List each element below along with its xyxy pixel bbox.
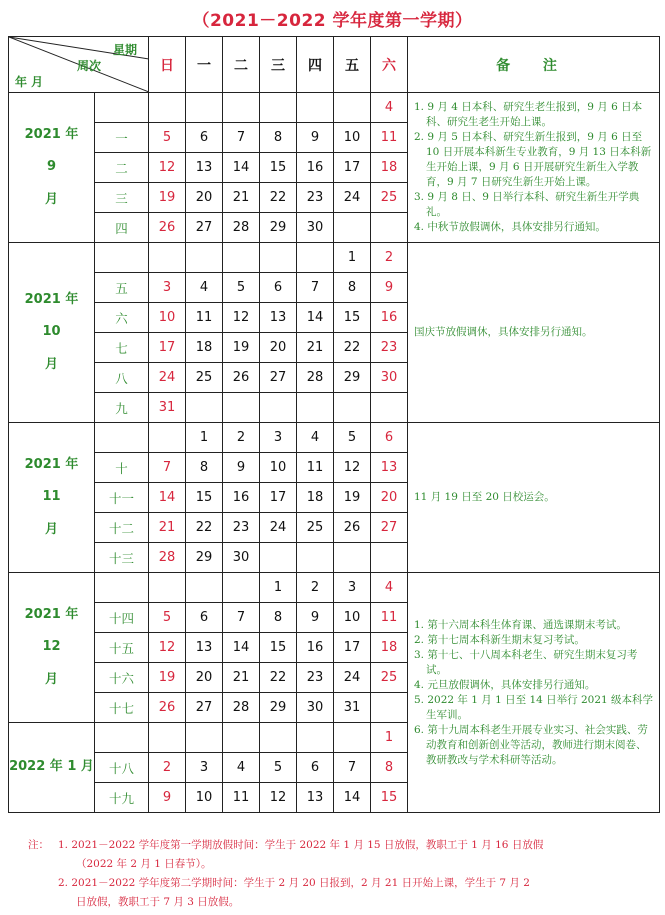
day-cell — [186, 573, 223, 603]
week-row — [9, 93, 660, 123]
day-cell: 10 — [334, 603, 371, 633]
note-item: 1. 9 月 4 日本科、研究生老生报到，9 月 6 日本科、研究生老生开始上课。 — [414, 101, 643, 128]
day-cell: 29 — [260, 693, 297, 723]
note-item: 国庆节放假调休，具体安排另行通知。 — [414, 326, 593, 338]
day-cell: 23 — [297, 183, 334, 213]
day-cell: 3 — [149, 273, 186, 303]
day-cell — [186, 93, 223, 123]
day-cell: 5 — [149, 123, 186, 153]
day-cell: 5 — [149, 603, 186, 633]
day-cell — [149, 243, 186, 273]
day-cell: 21 — [223, 663, 260, 693]
remark-header-label: 备 注 — [496, 57, 571, 74]
day-cell: 1 — [186, 423, 223, 453]
week-number — [95, 243, 149, 273]
day-cell — [223, 573, 260, 603]
day-cell: 26 — [223, 363, 260, 393]
weekday-header — [223, 37, 260, 93]
day-cell: 25 — [186, 363, 223, 393]
day-cell: 1 — [260, 573, 297, 603]
weekday-header-label: 三 — [271, 57, 285, 74]
month-cell — [9, 93, 95, 243]
week-number: 十九 — [95, 783, 149, 813]
day-cell: 26 — [334, 513, 371, 543]
day-cell: 26 — [149, 693, 186, 723]
header-row — [9, 37, 660, 93]
day-cell: 16 — [297, 153, 334, 183]
page-title: （2021－2022 学年度第一学期） — [192, 11, 473, 31]
corner-week-label: 周次 — [77, 59, 102, 73]
day-cell: 7 — [223, 123, 260, 153]
day-cell: 11 — [223, 783, 260, 813]
day-cell: 8 — [260, 123, 297, 153]
day-cell: 21 — [223, 183, 260, 213]
day-cell: 10 — [260, 453, 297, 483]
day-cell: 9 — [371, 273, 408, 303]
weekday-header — [334, 37, 371, 93]
day-cell — [260, 243, 297, 273]
day-cell: 5 — [334, 423, 371, 453]
day-cell — [223, 243, 260, 273]
day-cell: 10 — [149, 303, 186, 333]
month-year: 2021 年 — [24, 457, 79, 473]
day-cell: 6 — [260, 273, 297, 303]
footer-note-1-cont: （2022 年 2 月 1 日春节）。 — [76, 858, 212, 870]
day-cell — [371, 393, 408, 423]
day-cell: 18 — [371, 633, 408, 663]
day-cell: 15 — [260, 153, 297, 183]
day-cell — [149, 723, 186, 753]
day-cell: 4 — [223, 753, 260, 783]
day-cell: 19 — [149, 663, 186, 693]
day-cell: 1 — [371, 723, 408, 753]
day-cell — [334, 213, 371, 243]
week-number: 七 — [95, 333, 149, 363]
day-cell: 27 — [186, 693, 223, 723]
day-cell: 18 — [297, 483, 334, 513]
day-cell: 21 — [149, 513, 186, 543]
day-cell: 28 — [223, 693, 260, 723]
month-label: 2022 年 1 月 — [9, 759, 94, 775]
day-cell — [260, 393, 297, 423]
day-cell: 24 — [334, 663, 371, 693]
footer-note-1: 1. 2021－2022 学年度第一学期放假时间：学生于 2022 年 1 月 15 日放假，教职工于 1 月 16 日放假 — [58, 839, 544, 851]
week-number: 二 — [95, 153, 149, 183]
notes-cell — [408, 573, 660, 813]
day-cell: 9 — [297, 603, 334, 633]
week-number: 十三 — [95, 543, 149, 573]
day-cell: 30 — [297, 693, 334, 723]
day-cell — [371, 693, 408, 723]
day-cell: 29 — [334, 363, 371, 393]
day-cell: 30 — [223, 543, 260, 573]
day-cell: 15 — [260, 633, 297, 663]
day-cell: 13 — [260, 303, 297, 333]
week-number: 十 — [95, 453, 149, 483]
month-cell — [9, 723, 95, 813]
day-cell: 25 — [371, 183, 408, 213]
day-cell: 4 — [297, 423, 334, 453]
day-cell: 11 — [297, 453, 334, 483]
weekday-header-label: 二 — [234, 57, 248, 74]
day-cell: 25 — [371, 663, 408, 693]
month-year: 2021 年 — [24, 607, 79, 623]
month-year: 2021 年 — [24, 127, 79, 143]
month-number: 9 — [46, 159, 57, 175]
month-unit: 月 — [44, 521, 58, 537]
day-cell: 3 — [260, 423, 297, 453]
day-cell: 2 — [297, 573, 334, 603]
day-cell: 15 — [371, 783, 408, 813]
day-cell — [297, 543, 334, 573]
day-cell: 8 — [371, 753, 408, 783]
day-cell: 12 — [223, 303, 260, 333]
day-cell: 14 — [149, 483, 186, 513]
day-cell: 17 — [334, 633, 371, 663]
corner-weekday-label: 星期 — [113, 43, 138, 57]
note-item: 2. 第十七周本科新生期末复习考试。 — [414, 633, 585, 646]
week-row — [9, 243, 660, 273]
day-cell — [149, 423, 186, 453]
month-year: 2021 年 — [24, 292, 79, 308]
day-cell: 13 — [371, 453, 408, 483]
month-number: 10 — [42, 324, 61, 340]
day-cell: 20 — [186, 663, 223, 693]
corner-header — [9, 37, 149, 93]
day-cell: 26 — [149, 213, 186, 243]
day-cell: 14 — [223, 633, 260, 663]
day-cell: 13 — [186, 153, 223, 183]
day-cell — [260, 543, 297, 573]
day-cell: 16 — [371, 303, 408, 333]
day-cell: 25 — [297, 513, 334, 543]
day-cell: 16 — [297, 633, 334, 663]
day-cell: 9 — [223, 453, 260, 483]
month-unit: 月 — [44, 191, 58, 207]
day-cell: 27 — [260, 363, 297, 393]
day-cell: 23 — [371, 333, 408, 363]
week-row — [9, 423, 660, 453]
note-item: 5. 2022 年 1 月 1 日至 14 日举行 2021 级本科学生军训。 — [414, 693, 654, 721]
weekday-header — [186, 37, 223, 93]
day-cell: 20 — [371, 483, 408, 513]
note-item: 6. 第十九周本科老生开展专业实习、社会实践、劳动教育和创新创业等活动，教师进行期末阅卷、教研教改与学术科研等活动。 — [414, 723, 648, 766]
day-cell: 14 — [223, 153, 260, 183]
day-cell: 23 — [223, 513, 260, 543]
day-cell — [186, 243, 223, 273]
note-item: 3. 9 月 8 日、9 日举行本科、研究生新生开学典礼。 — [414, 191, 640, 218]
day-cell — [334, 393, 371, 423]
day-cell: 30 — [297, 213, 334, 243]
month-cell — [9, 573, 95, 723]
month-cell — [9, 423, 95, 573]
day-cell: 8 — [334, 273, 371, 303]
day-cell: 6 — [186, 123, 223, 153]
day-cell: 7 — [223, 603, 260, 633]
month-number: 12 — [42, 639, 61, 655]
day-cell: 28 — [297, 363, 334, 393]
notes-cell — [408, 93, 660, 243]
day-cell: 17 — [334, 153, 371, 183]
day-cell: 31 — [334, 693, 371, 723]
notes-cell — [408, 243, 660, 423]
day-cell: 9 — [149, 783, 186, 813]
month-unit: 月 — [44, 671, 58, 687]
day-cell: 11 — [371, 123, 408, 153]
day-cell — [223, 723, 260, 753]
day-cell: 20 — [260, 333, 297, 363]
month-number: 11 — [42, 489, 61, 505]
day-cell: 15 — [334, 303, 371, 333]
day-cell — [186, 393, 223, 423]
weekday-header — [149, 37, 186, 93]
week-number: 十一 — [95, 483, 149, 513]
day-cell: 6 — [186, 603, 223, 633]
day-cell: 22 — [186, 513, 223, 543]
week-number: 十五 — [95, 633, 149, 663]
week-number: 六 — [95, 303, 149, 333]
day-cell: 22 — [260, 183, 297, 213]
note-item: 11 月 19 日至 20 日校运会。 — [414, 491, 555, 503]
day-cell: 29 — [186, 543, 223, 573]
day-cell: 24 — [149, 363, 186, 393]
week-number: 十二 — [95, 513, 149, 543]
day-cell — [223, 393, 260, 423]
day-cell — [186, 723, 223, 753]
day-cell: 17 — [149, 333, 186, 363]
day-cell: 3 — [186, 753, 223, 783]
week-number — [95, 93, 149, 123]
notes-cell — [408, 423, 660, 573]
weekday-header-label: 五 — [345, 57, 359, 74]
day-cell: 1 — [334, 243, 371, 273]
day-cell: 5 — [223, 273, 260, 303]
day-cell: 27 — [186, 213, 223, 243]
day-cell — [297, 393, 334, 423]
day-cell: 15 — [186, 483, 223, 513]
day-cell: 13 — [297, 783, 334, 813]
footer-lead: 注： — [28, 839, 49, 851]
day-cell: 23 — [297, 663, 334, 693]
week-number: 九 — [95, 393, 149, 423]
week-number: 一 — [95, 123, 149, 153]
day-cell: 8 — [186, 453, 223, 483]
day-cell: 3 — [334, 573, 371, 603]
day-cell — [371, 213, 408, 243]
day-cell: 7 — [334, 753, 371, 783]
note-item: 4. 中秋节放假调休，具体安排另行通知。 — [414, 221, 606, 233]
weekday-header-label: 六 — [382, 57, 396, 74]
day-cell: 22 — [260, 663, 297, 693]
day-cell: 10 — [334, 123, 371, 153]
week-number: 十七 — [95, 693, 149, 723]
note-item: 3. 第十七、十八周本科老生、研究生期末复习考试。 — [414, 648, 638, 676]
day-cell — [371, 543, 408, 573]
day-cell: 21 — [297, 333, 334, 363]
day-cell — [297, 93, 334, 123]
day-cell: 9 — [297, 123, 334, 153]
day-cell — [149, 573, 186, 603]
remark-header — [408, 37, 660, 93]
day-cell: 31 — [149, 393, 186, 423]
weekday-header-label: 日 — [160, 57, 174, 74]
month-cell — [9, 243, 95, 423]
day-cell: 8 — [260, 603, 297, 633]
day-cell — [223, 93, 260, 123]
day-cell: 19 — [223, 333, 260, 363]
week-number — [95, 723, 149, 753]
day-cell: 4 — [186, 273, 223, 303]
day-cell — [297, 723, 334, 753]
week-number: 十八 — [95, 753, 149, 783]
day-cell — [260, 723, 297, 753]
week-number: 十四 — [95, 603, 149, 633]
day-cell: 5 — [260, 753, 297, 783]
day-cell: 28 — [149, 543, 186, 573]
day-cell: 7 — [149, 453, 186, 483]
day-cell — [334, 93, 371, 123]
day-cell: 18 — [186, 333, 223, 363]
day-cell: 12 — [149, 153, 186, 183]
week-number: 八 — [95, 363, 149, 393]
corner-month-label: 年 月 — [15, 75, 44, 89]
day-cell: 14 — [334, 783, 371, 813]
weekday-header — [297, 37, 334, 93]
day-cell: 18 — [371, 153, 408, 183]
footer-note-2-cont: 日放假，教职工于 7 月 3 日放假。 — [76, 896, 240, 908]
week-row — [9, 573, 660, 603]
week-number — [95, 573, 149, 603]
month-unit: 月 — [44, 356, 58, 372]
day-cell: 10 — [186, 783, 223, 813]
week-number: 四 — [95, 213, 149, 243]
day-cell: 19 — [149, 183, 186, 213]
weekday-header-label: 一 — [197, 57, 211, 74]
day-cell: 2 — [223, 423, 260, 453]
day-cell: 24 — [334, 183, 371, 213]
day-cell: 24 — [260, 513, 297, 543]
footer-notes — [28, 836, 658, 912]
day-cell: 17 — [260, 483, 297, 513]
day-cell — [334, 543, 371, 573]
weekday-header — [371, 37, 408, 93]
day-cell: 12 — [149, 633, 186, 663]
calendar-table — [8, 36, 660, 813]
day-cell: 29 — [260, 213, 297, 243]
day-cell: 7 — [297, 273, 334, 303]
day-cell: 4 — [371, 93, 408, 123]
day-cell — [334, 723, 371, 753]
day-cell: 2 — [149, 753, 186, 783]
day-cell: 4 — [371, 573, 408, 603]
day-cell: 16 — [223, 483, 260, 513]
note-item: 2. 9 月 5 日本科、研究生新生报到，9 月 6 日至 10 日开展本科新生专业教育，9 月 13 日本科新生开始上课，9 月 6 日开展研究生新生入学教育，9 月 7 日研究生新生开始上课。 — [414, 131, 652, 188]
day-cell — [260, 93, 297, 123]
day-cell: 12 — [334, 453, 371, 483]
weekday-header-label: 四 — [308, 57, 322, 74]
day-cell — [149, 93, 186, 123]
day-cell: 30 — [371, 363, 408, 393]
day-cell: 13 — [186, 633, 223, 663]
week-number: 十六 — [95, 663, 149, 693]
day-cell: 19 — [334, 483, 371, 513]
week-number — [95, 423, 149, 453]
week-number: 三 — [95, 183, 149, 213]
day-cell: 11 — [186, 303, 223, 333]
week-number: 五 — [95, 273, 149, 303]
day-cell: 28 — [223, 213, 260, 243]
footer-note-2: 2. 2021－2022 学年度第二学期时间：学生于 2 月 20 日报到，2 月 21 日开始上课，学生于 7 月 2 — [58, 877, 530, 889]
day-cell — [297, 243, 334, 273]
day-cell: 14 — [297, 303, 334, 333]
day-cell: 6 — [371, 423, 408, 453]
day-cell: 12 — [260, 783, 297, 813]
day-cell: 11 — [371, 603, 408, 633]
note-item: 1. 第十六周本科生体育课、通选课期末考试。 — [414, 618, 627, 631]
note-item: 4. 元旦放假调休，具体安排另行通知。 — [414, 678, 596, 691]
weekday-header — [260, 37, 297, 93]
day-cell: 2 — [371, 243, 408, 273]
day-cell: 22 — [334, 333, 371, 363]
day-cell: 6 — [297, 753, 334, 783]
day-cell: 27 — [371, 513, 408, 543]
day-cell: 20 — [186, 183, 223, 213]
